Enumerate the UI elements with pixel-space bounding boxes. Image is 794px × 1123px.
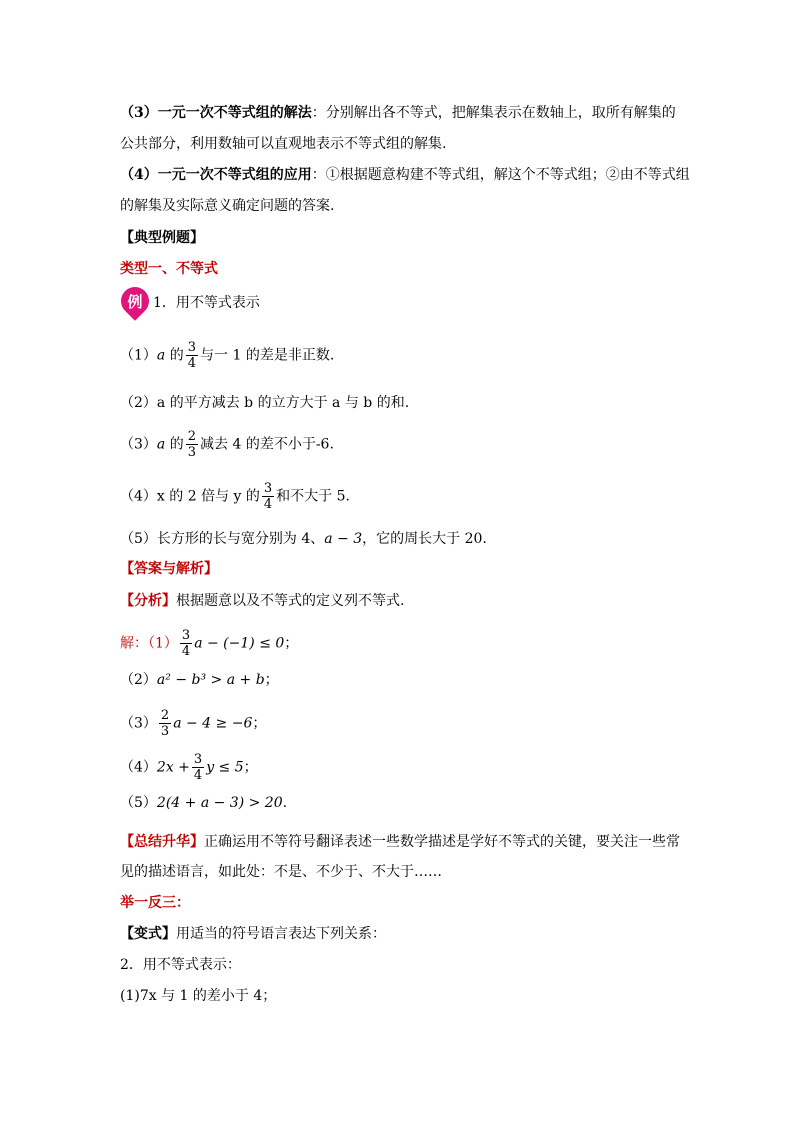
variant-label: 【变式】 — [120, 926, 176, 942]
summary-text1: 正确运用不等符号翻译表述一些数学描述是学好不等式的关键，要关注一些常 — [204, 834, 680, 850]
solution-1-label: 解：（1） — [120, 635, 178, 652]
item-4-prefix: （4） — [120, 488, 157, 505]
summary-line2: 见的描述语言，如此处：不是、不少于、不大于…… — [120, 864, 442, 880]
solution-3-label: （3） — [120, 715, 157, 732]
solution-3-end: ； — [252, 715, 267, 732]
item-3-num: 2 — [187, 429, 197, 444]
item-3-den: 3 — [187, 445, 197, 460]
solution-4-num: 3 — [193, 752, 203, 767]
example-item-4 — [120, 481, 350, 512]
item-4-fraction — [262, 481, 274, 512]
solution-1-num: 3 — [181, 628, 191, 643]
analysis-label: 【分析】 — [120, 593, 176, 609]
para3-text1: ：分别解出各不等式，把解集表示在数轴上，取所有解集的 — [311, 105, 676, 121]
item-1-prefix: （1） — [120, 347, 157, 364]
solution-1 — [120, 628, 298, 659]
solution-1-end: ； — [284, 635, 299, 652]
solution-4 — [120, 752, 258, 783]
item-1-den: 4 — [187, 356, 197, 371]
example-item-2 — [120, 393, 409, 413]
example-item-1 — [120, 340, 334, 371]
item-5-rest: ，它的周长大于 20. — [362, 531, 487, 547]
solution-3-expr: a − 4 ≥ −6 — [173, 715, 253, 732]
solution-3-num: 2 — [160, 708, 170, 723]
para3-line2: 公共部分，利用数轴可以直观地表示不等式组的解集. — [120, 136, 447, 152]
solution-4-pre: 2x + — [156, 759, 190, 776]
item-2-prefix: （2） — [120, 395, 157, 411]
solution-1-fraction — [180, 628, 192, 659]
section-title: 【典型例题】 — [120, 230, 204, 246]
para4-line2: 的解集及实际意义确定问题的答案. — [120, 198, 335, 214]
example-item-5 — [120, 529, 487, 549]
q2-item-1: (1)7x 与 1 的差小于 4； — [120, 988, 277, 1004]
para4-line1 — [120, 165, 690, 185]
variant-text: 用适当的符号语言表达下列关系： — [176, 926, 386, 942]
item-3-prefix: （3） — [120, 436, 157, 453]
type-title: 类型一、不等式 — [120, 261, 218, 277]
solution-3-den: 3 — [160, 724, 170, 739]
item-4-text: x 的 2 倍与 y 的 — [156, 488, 260, 505]
variant — [120, 924, 386, 944]
solution-1-expr: a − (−1) ≤ 0 — [194, 635, 285, 652]
solution-5-expr: 2(4 + a − 3) > 20 — [156, 795, 283, 811]
solution-5-end: . — [282, 795, 288, 811]
item-3-rest: 减去 4 的差不小于-6. — [200, 436, 334, 453]
example-item-3 — [120, 429, 334, 460]
item-1-de: 的 — [169, 347, 184, 364]
solution-4-den: 4 — [193, 768, 203, 783]
item-1-var: a — [156, 347, 166, 364]
item-4-den: 4 — [263, 497, 273, 512]
solution-2-end: ； — [264, 672, 279, 688]
solution-5 — [120, 793, 287, 813]
analysis — [120, 591, 404, 611]
item-4-num: 3 — [263, 481, 273, 496]
example-badge-label: 例 — [127, 292, 143, 311]
solution-3-fraction — [159, 708, 171, 739]
item-3-var: a — [156, 436, 166, 453]
item-1-rest: 与一 1 的差是非正数. — [200, 347, 335, 364]
item-4-rest: 和不大于 5. — [276, 488, 350, 505]
para4-label: （4）一元一次不等式组的应用 — [120, 167, 312, 183]
solution-3 — [120, 708, 266, 739]
para3-label: （3）一元一次不等式组的解法 — [120, 105, 312, 121]
solution-2-expr: a² − b³ > a + b — [156, 672, 265, 688]
solution-4-fraction — [192, 752, 204, 783]
answer-title: 【答案与解析】 — [120, 561, 218, 577]
solution-4-label: （4） — [120, 759, 157, 776]
solution-2-label: （2） — [120, 672, 157, 688]
item-5-expr: a − 3 — [324, 531, 363, 547]
solution-2 — [120, 670, 279, 690]
para4-text1: ：①根据题意构建不等式组，解这个不等式组；②由不等式组 — [311, 167, 690, 183]
item-3-de: 的 — [169, 436, 184, 453]
example-question: 1．用不等式表示 — [153, 295, 260, 311]
solution-4-expr: y ≤ 5 — [206, 759, 244, 776]
example-badge-icon — [115, 281, 155, 321]
solution-4-end: ； — [243, 759, 258, 776]
item-5-text: （5）长方形的长与宽分别为 4、 — [120, 531, 325, 547]
solution-1-den: 4 — [181, 644, 191, 659]
para3-line1 — [120, 103, 676, 123]
item-3-fraction — [186, 429, 198, 460]
q2-title: 2．用不等式表示： — [120, 957, 241, 973]
practice-title: 举一反三： — [120, 895, 190, 911]
item-1-num: 3 — [187, 340, 197, 355]
item-1-fraction — [186, 340, 198, 371]
item-2-text: a 的平方减去 b 的立方大于 a 与 b 的和. — [156, 395, 410, 411]
analysis-text: 根据题意以及不等式的定义列不等式. — [176, 593, 405, 609]
summary-line1 — [120, 832, 680, 852]
summary-label: 【总结升华】 — [120, 834, 204, 850]
solution-5-label: （5） — [120, 795, 157, 811]
